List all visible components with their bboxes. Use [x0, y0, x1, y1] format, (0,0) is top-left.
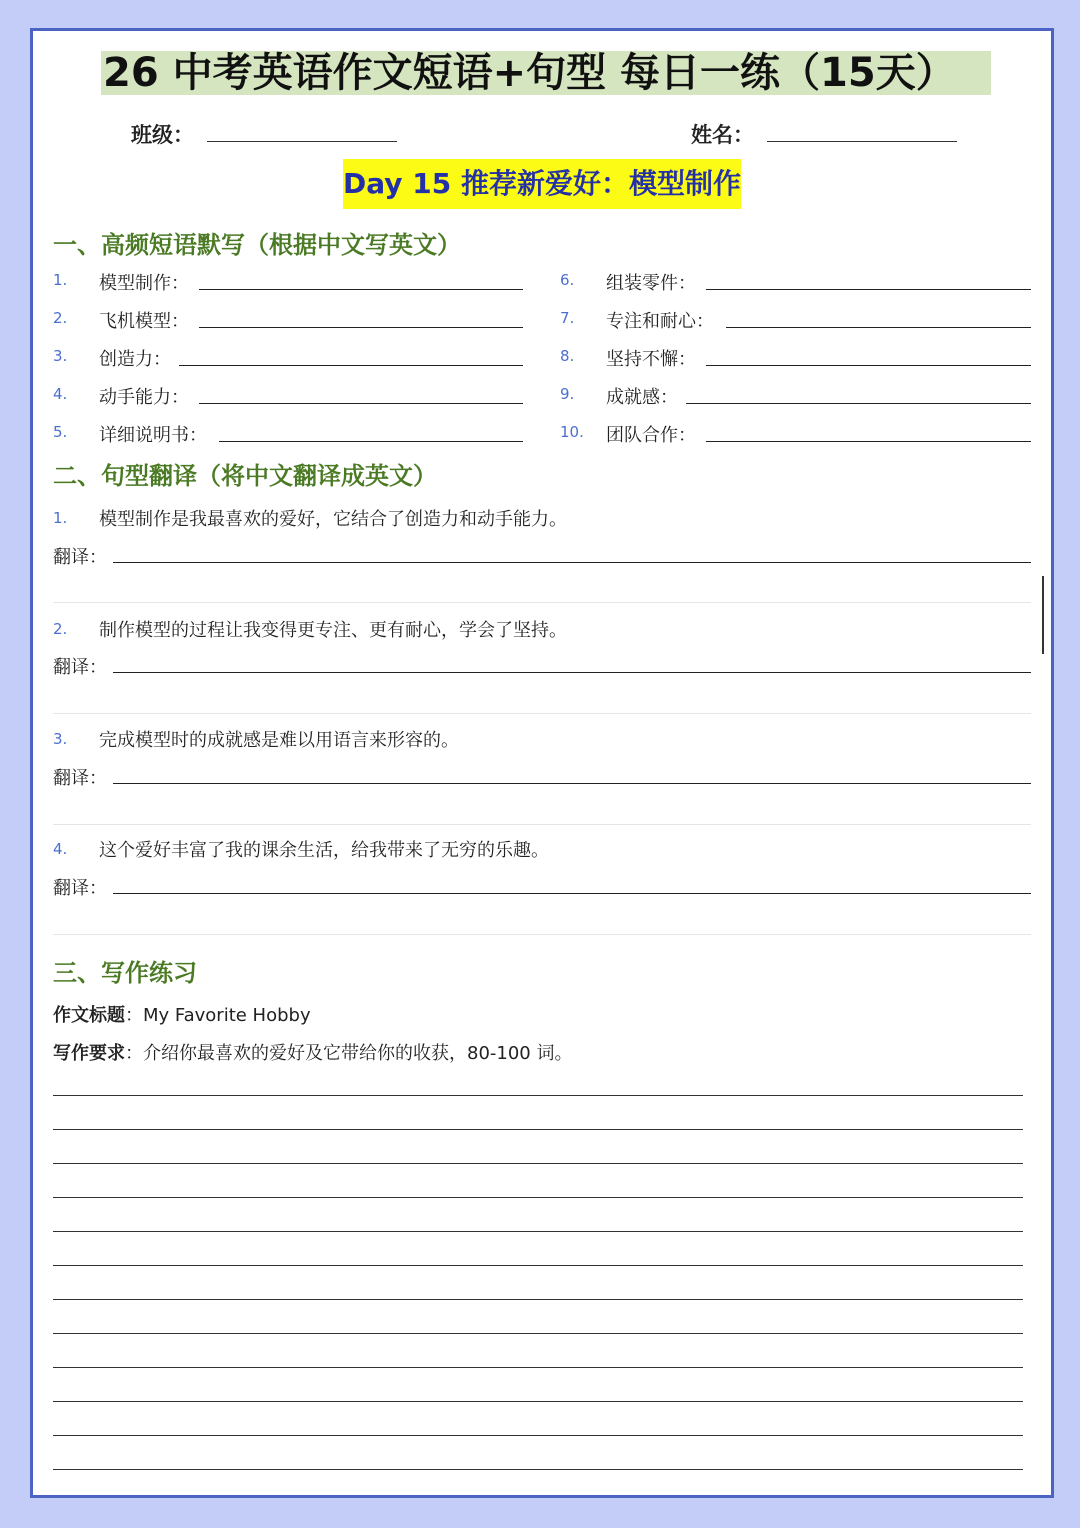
item-number: 4. [53, 385, 68, 403]
translation-blank[interactable] [113, 672, 1031, 673]
essay-topic [53, 1001, 311, 1027]
phrase-item [53, 421, 523, 445]
writing-line[interactable] [53, 1265, 1023, 1266]
phrase-item [560, 307, 1031, 331]
writing-line[interactable] [53, 1163, 1023, 1164]
phrase-item [53, 383, 523, 407]
item-number: 9. [560, 385, 575, 403]
item-number: 2. [53, 620, 68, 638]
divider [53, 602, 1031, 603]
divider [53, 934, 1031, 935]
phrase-item [560, 345, 1031, 369]
answer-blank[interactable] [706, 441, 1031, 442]
topic-label: 作文标题 [53, 1005, 125, 1026]
writing-line[interactable] [53, 1129, 1023, 1130]
divider [53, 824, 1031, 825]
section3-heading: 三、写作练习 [53, 959, 197, 987]
item-number: 7. [560, 309, 575, 327]
item-number: 1. [53, 271, 68, 289]
writing-line[interactable] [53, 1401, 1023, 1402]
answer-blank[interactable] [686, 403, 1031, 404]
requirement-label: 写作要求 [53, 1043, 125, 1064]
margin-mark [1042, 576, 1044, 654]
day-heading: Day 15 推荐新爱好：模型制作 [343, 159, 741, 209]
answer-blank[interactable] [199, 327, 523, 328]
student-name-field [691, 119, 754, 149]
translation-blank[interactable] [113, 893, 1031, 894]
phrase-label: 创造力： [99, 349, 171, 370]
translate-label: 翻译： [53, 657, 107, 678]
phrase-item [560, 269, 1031, 293]
section1-heading: 一、高频短语默写（根据中文写英文） [53, 231, 461, 259]
divider [53, 713, 1031, 714]
phrase-label: 动手能力： [99, 387, 189, 408]
writing-line[interactable] [53, 1469, 1023, 1470]
translate-label: 翻译： [53, 878, 107, 899]
writing-line[interactable] [53, 1435, 1023, 1436]
answer-blank[interactable] [199, 289, 523, 290]
worksheet-title: 26 中考英语作文短语+句型 每日一练（15天） [101, 51, 991, 95]
phrase-item [53, 269, 523, 293]
writing-line[interactable] [53, 1197, 1023, 1198]
item-number: 1. [53, 509, 68, 527]
sentence-text: 制作模型的过程让我变得更专注、更有耐心，学会了坚持。 [99, 620, 567, 641]
writing-line[interactable] [53, 1095, 1023, 1096]
writing-line[interactable] [53, 1367, 1023, 1368]
writing-line[interactable] [53, 1333, 1023, 1334]
translate-label: 翻译： [53, 768, 107, 789]
answer-blank[interactable] [199, 403, 523, 404]
item-number: 3. [53, 730, 68, 748]
phrase-label: 组装零件： [606, 273, 696, 294]
sentence-text: 这个爱好丰富了我的课余生活，给我带来了无穷的乐趣。 [99, 840, 549, 861]
answer-blank[interactable] [726, 327, 1031, 328]
sentence-text: 模型制作是我最喜欢的爱好，它结合了创造力和动手能力。 [99, 509, 567, 530]
translation-blank[interactable] [113, 562, 1031, 563]
answer-blank[interactable] [219, 441, 523, 442]
phrase-item [53, 307, 523, 331]
requirement-value: ：介绍你最喜欢的爱好及它带给你的收获，80-100 词。 [125, 1043, 573, 1064]
phrase-item [560, 421, 1031, 445]
name-label: 姓名： [691, 122, 754, 147]
phrase-label: 详细说明书： [99, 425, 207, 446]
item-number: 8. [560, 347, 575, 365]
answer-blank[interactable] [706, 365, 1031, 366]
phrase-label: 成就感： [606, 387, 678, 408]
phrase-item [53, 345, 523, 369]
sentence-text: 完成模型时的成就感是难以用语言来形容的。 [99, 730, 459, 751]
writing-requirement [53, 1039, 572, 1065]
item-number: 10. [560, 423, 584, 441]
translate-label: 翻译： [53, 547, 107, 568]
item-number: 2. [53, 309, 68, 327]
section2-heading: 二、句型翻译（将中文翻译成英文） [53, 462, 437, 490]
item-number: 6. [560, 271, 575, 289]
worksheet-page [30, 28, 1054, 1498]
phrase-item [560, 383, 1031, 407]
translation-blank[interactable] [113, 783, 1031, 784]
phrase-label: 专注和耐心： [606, 311, 714, 332]
phrase-label: 飞机模型： [99, 311, 189, 332]
name-blank[interactable] [767, 141, 957, 142]
item-number: 3. [53, 347, 68, 365]
phrase-label: 模型制作： [99, 273, 189, 294]
item-number: 5. [53, 423, 68, 441]
writing-line[interactable] [53, 1231, 1023, 1232]
answer-blank[interactable] [706, 289, 1031, 290]
phrase-label: 团队合作： [606, 425, 696, 446]
topic-value: ：My Favorite Hobby [125, 1005, 311, 1026]
item-number: 4. [53, 840, 68, 858]
phrase-label: 坚持不懈： [606, 349, 696, 370]
writing-line[interactable] [53, 1299, 1023, 1300]
class-field [131, 119, 194, 149]
class-blank[interactable] [207, 141, 397, 142]
class-label: 班级： [131, 122, 194, 147]
answer-blank[interactable] [179, 365, 523, 366]
